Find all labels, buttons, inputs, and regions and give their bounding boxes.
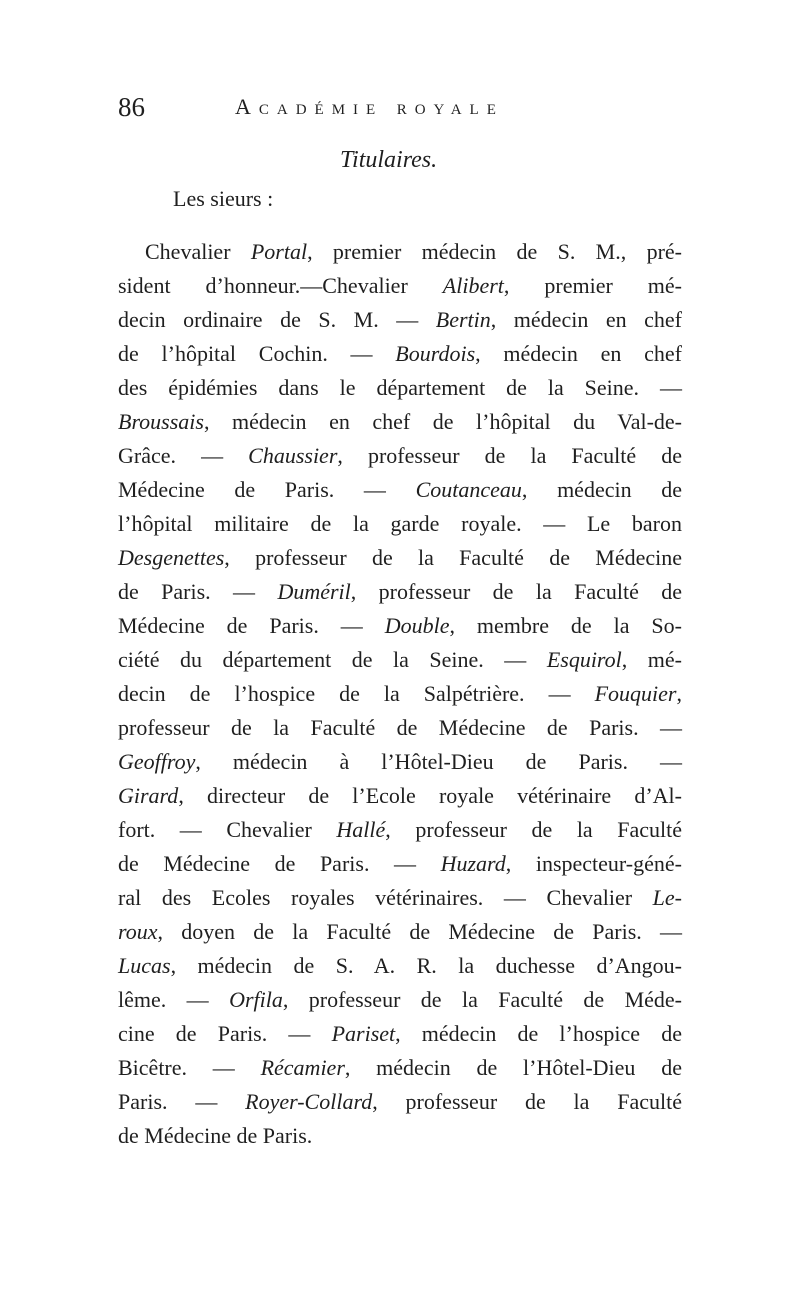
text-line: Desgenettes, professeur de la Faculté de Médecine: [118, 545, 682, 570]
text-line: de Médecine de Paris. — Huzard, inspecteur-géné-: [118, 851, 682, 876]
text-line: decin de l’hospice de la Salpétrière. — Fouquier,: [118, 681, 682, 706]
text-line: professeur de la Faculté de Médecine de Paris. —: [118, 715, 682, 740]
text-line: Médecine de Paris. — Coutanceau, médecin de: [118, 477, 682, 502]
text-line: de l’hôpital Cochin. — Bourdois, médecin en chef: [118, 341, 682, 366]
text-line: Girard, directeur de l’Ecole royale vétérinaire d’Al-: [118, 783, 682, 808]
intro-line: Les sieurs :: [173, 186, 274, 211]
text-line: Geoffroy, médecin à l’Hôtel-Dieu de Paris. —: [118, 749, 682, 774]
section-title: Titulaires.: [340, 147, 438, 173]
text-line: Bicêtre. — Récamier, médecin de l’Hôtel-Dieu de: [118, 1055, 682, 1080]
text-line: decin ordinaire de S. M. — Bertin, médecin en chef: [118, 307, 683, 332]
text-line: lême. — Orfila, professeur de la Faculté de Méde-: [118, 987, 682, 1012]
text-line: Broussais, médecin en chef de l’hôpital du Val-de-: [118, 409, 682, 434]
text-line: de Paris. — Duméril, professeur de la Faculté de: [118, 579, 682, 604]
text-line: ciété du département de la Seine. — Esquirol, mé-: [118, 647, 683, 672]
text-line: Chevalier Portal, premier médecin de S. M., pré-: [145, 239, 682, 264]
text-line: Grâce. — Chaussier, professeur de la Faculté de: [118, 443, 682, 468]
page-number: 86: [118, 92, 145, 122]
body-text: [118, 235, 682, 1153]
text-line: cine de Paris. — Pariset, médecin de l’hospice de: [118, 1021, 682, 1046]
page-header: [118, 92, 678, 132]
text-line: des épidémies dans le département de la Seine. —: [118, 375, 682, 400]
text-line: ral des Ecoles royales vétérinaires. — Chevalier Le-: [118, 885, 682, 910]
text-line: l’hôpital militaire de la garde royale. — Le baron: [118, 511, 682, 536]
text-line: Paris. — Royer-Collard, professeur de la Faculté: [118, 1089, 683, 1114]
text-line: sident d’honneur.—Chevalier Alibert, premier mé-: [118, 273, 682, 298]
text-line: fort. — Chevalier Hallé, professeur de la Faculté: [118, 817, 682, 842]
text-line: roux, doyen de la Faculté de Médecine de Paris. —: [118, 919, 682, 944]
running-title: Académie royale: [235, 94, 504, 119]
text-line: Médecine de Paris. — Double, membre de la So-: [118, 613, 682, 638]
text-line: Lucas, médecin de S. A. R. la duchesse d’Angou-: [118, 953, 682, 978]
text-line: de Médecine de Paris.: [118, 1123, 313, 1148]
